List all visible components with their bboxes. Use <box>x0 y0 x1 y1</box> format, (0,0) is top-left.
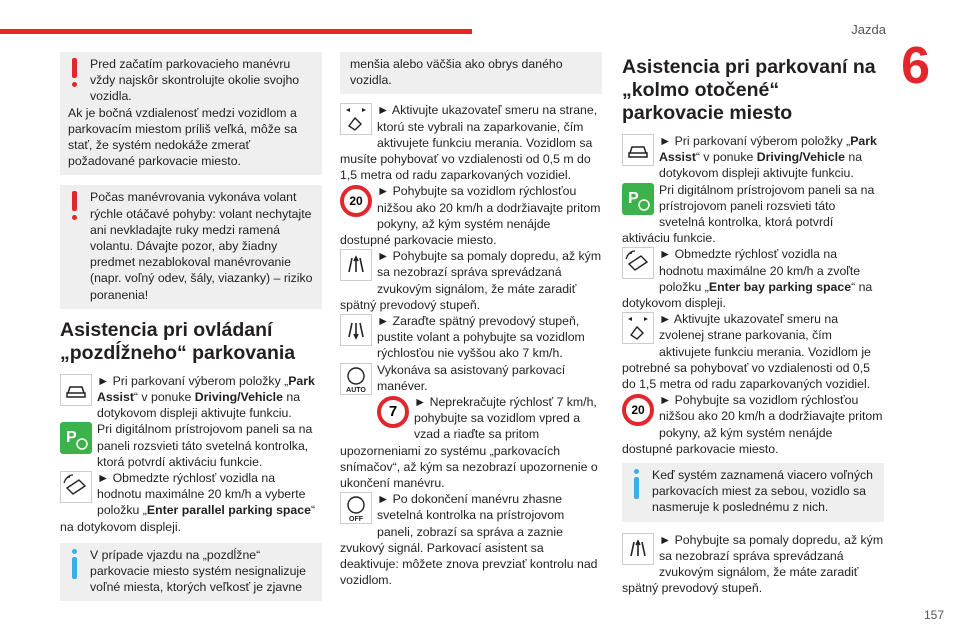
forward-arrows-icon <box>622 533 654 565</box>
step-text: ► Pohybujte sa vozidlom rýchlosťou nižšou ako 20 km/h a dodržiavajte pritom pokyny, až kým systém nenájde dostupné parkovacie miesto. <box>340 184 601 248</box>
park-assist-indicator-icon <box>60 422 92 454</box>
step-item <box>60 421 322 470</box>
turn-signal-icon <box>340 103 372 135</box>
exclamation-icon <box>72 58 77 88</box>
step-text: ► Obmedzte rýchlosť vozidla na hodnotu maximálne 20 km/h a zvoľte položku „Enter bay parking space“ na dotykovom displeji. <box>622 247 873 311</box>
steering-auto-icon <box>340 363 372 395</box>
parking-sensor-car-icon <box>622 247 654 279</box>
svg-text:P: P <box>628 189 639 207</box>
warning-box <box>60 185 322 308</box>
step-text: ► Neprekračujte rýchlosť 7 km/h, pohybujte sa vozidlom vpred a vzad a riaďte sa pritom upozorneniami zo systému „parkovacích snímačov“, až kým sa nezobrazí upozornenie o ukončení manévru. <box>340 395 598 491</box>
info-box <box>60 543 322 602</box>
info-box-continued <box>340 52 602 94</box>
step-item <box>622 532 884 597</box>
step-item <box>340 183 602 248</box>
step-text: Vykonáva sa asistovaný parkovací manéver. <box>377 362 566 393</box>
warning-box <box>60 52 322 175</box>
speed-limit-20-icon: 20 <box>622 394 654 426</box>
speed-limit-20-icon: 20 <box>340 185 372 217</box>
info-icon <box>634 469 639 499</box>
column-1 <box>60 52 322 611</box>
info-box <box>622 463 884 522</box>
warning-text: Počas manévrovania vykonáva volant rýchle otáčavé pohyby: volant nechytajte ani nevkladajte ruky medzi ramená volantu. Dávajte pozor, aby žiadny predmet nezablokoval manévrovanie (napr. voľný odev, šály, viazanky) – riziko poranenia! <box>90 190 313 302</box>
forward-arrows-icon <box>340 249 372 281</box>
section-heading: Asistencia pri ovládaní „pozdĺžneho“ parkovania <box>60 318 296 364</box>
step-item <box>60 470 322 535</box>
warning-text-2: Ak je bočná vzdialenosť medzi vozidlom a parkovacím miestom príliš veľká, môže sa stať, že systém nedokáže zmerať požadované parkovacie miesto. <box>68 105 298 169</box>
park-assist-indicator-icon <box>622 183 654 215</box>
off-label: OFF <box>349 516 363 524</box>
info-text: V prípade vjazdu na „pozdĺžne“ parkovacie miesto systém nesignalizuje voľné miesta, ktorých veľkosť je zjavne <box>90 547 306 595</box>
step-item <box>340 362 602 394</box>
step-text: ► Obmedzte rýchlosť vozidla na hodnotu maximálne 20 km/h a vyberte položku „Enter parallel parking space“ na dotykovom displeji. <box>60 471 316 534</box>
step-text: ► Aktivujte ukazovateľ smeru na zvolenej strane parkovania, čím aktivujete funkciu merania. Vozidlom je potrebné sa pohybovať vo vzdialenosti od 0,5 do 1,5 metra od radu zaparkovaných vozidiel. <box>622 312 871 392</box>
page-number: 157 <box>923 608 944 622</box>
step-item <box>340 248 602 313</box>
section-heading: Asistencia pri parkovaní na „kolmo otočené“ parkovacie miesto <box>622 56 876 124</box>
step-item <box>622 182 884 247</box>
step-text: Pri digitálnom prístrojovom paneli sa na prístrojovom paneli rozsvieti táto svetelná kontrolka, ktorá potvrdí aktiváciu funkcie. <box>622 182 875 246</box>
step-item <box>622 133 884 182</box>
info-icon <box>72 549 77 579</box>
turn-signal-icon <box>622 312 654 344</box>
car-icon <box>622 134 654 166</box>
header-accent-bar <box>0 29 472 34</box>
speed-limit-7-icon: 7 <box>377 396 409 428</box>
reverse-arrows-icon <box>340 314 372 346</box>
step-text: ► Pohybujte sa pomaly dopredu, až kým sa nezobrazí správa sprevádzaná zvukovým signálom, že máte zaradiť spätný prevodový stupeň. <box>622 532 884 596</box>
step-text: ► Po dokončení manévru zhasne svetelná kontrolka na prístrojovom paneli, zobrazí sa správa a zaznie zvukový signál. Parkovací asistent sa deaktivuje: môžete znova prevziať kontrolu nad vozidlom. <box>340 492 598 588</box>
info-text: menšia alebo väčšia ako obrys daného vozidla. <box>350 57 563 88</box>
step-item <box>340 394 602 491</box>
step-item <box>340 491 602 588</box>
step-item <box>622 392 884 457</box>
column-2 <box>340 52 602 589</box>
car-icon <box>60 374 92 406</box>
chapter-number: 6 <box>901 37 930 95</box>
step-item <box>340 313 602 362</box>
step-text: ► Pohybujte sa pomaly dopredu, až kým sa nezobrazí správa sprevádzaná zvukovým signálom, že máte zaradiť spätný prevodový stupeň. <box>340 249 602 312</box>
step-item <box>622 311 884 392</box>
parking-sensor-car-icon <box>60 471 92 503</box>
warning-text-1: Pred začatím parkovacieho manévru vždy najskôr skontrolujte okolie svojho vozidla. <box>90 57 300 104</box>
steering-off-icon <box>340 492 372 524</box>
svg-text:P: P <box>66 429 77 447</box>
column-3 <box>622 52 884 596</box>
step-item <box>60 373 322 422</box>
step-text: ► Pohybujte sa vozidlom rýchlosťou nižšou ako 20 km/h a dodržiavajte pritom pokyny, až kým systém nenájde dostupné parkovacie miesto. <box>622 393 883 456</box>
step-item <box>340 102 602 183</box>
step-text: ► Zaraďte spätný prevodový stupeň, pustite volant a pohybujte sa vozidlom rýchlosťou nie vyššou ako 7 km/h. <box>377 314 585 361</box>
step-text: ► Pri parkovaní výberom položky „Park Assist“ v ponuke Driving/Vehicle na dotykovom displeji aktivujte funkciu. <box>659 134 877 181</box>
step-text: ► Aktivujte ukazovateľ smeru na strane, ktorú ste vybrali na zaparkovanie, čím aktivujete funkciu merania. Vozidlom sa musíte pohybovať vo vzdialenosti od 0,5 m do 1,5 metra od radu zaparkovaných vozidiel. <box>340 103 598 183</box>
chapter-title: Jazda <box>851 22 886 37</box>
auto-label: AUTO <box>346 386 366 394</box>
info-text: Keď systém zaznamená viacero voľných parkovacích miest za sebou, vozidlo sa nasmeruje k poslednému z nich. <box>652 468 873 515</box>
step-text: Pri digitálnom prístrojovom paneli sa na paneli rozsvieti táto svetelná kontrolka, ktorá potvrdí aktiváciu funkcie. <box>97 422 313 469</box>
step-text: ► Pri parkovaní výberom položky „Park Assist“ v ponuke Driving/Vehicle na dotykovom displeji aktivujte funkciu. <box>97 373 315 421</box>
step-item <box>622 246 884 311</box>
exclamation-icon <box>72 191 77 221</box>
